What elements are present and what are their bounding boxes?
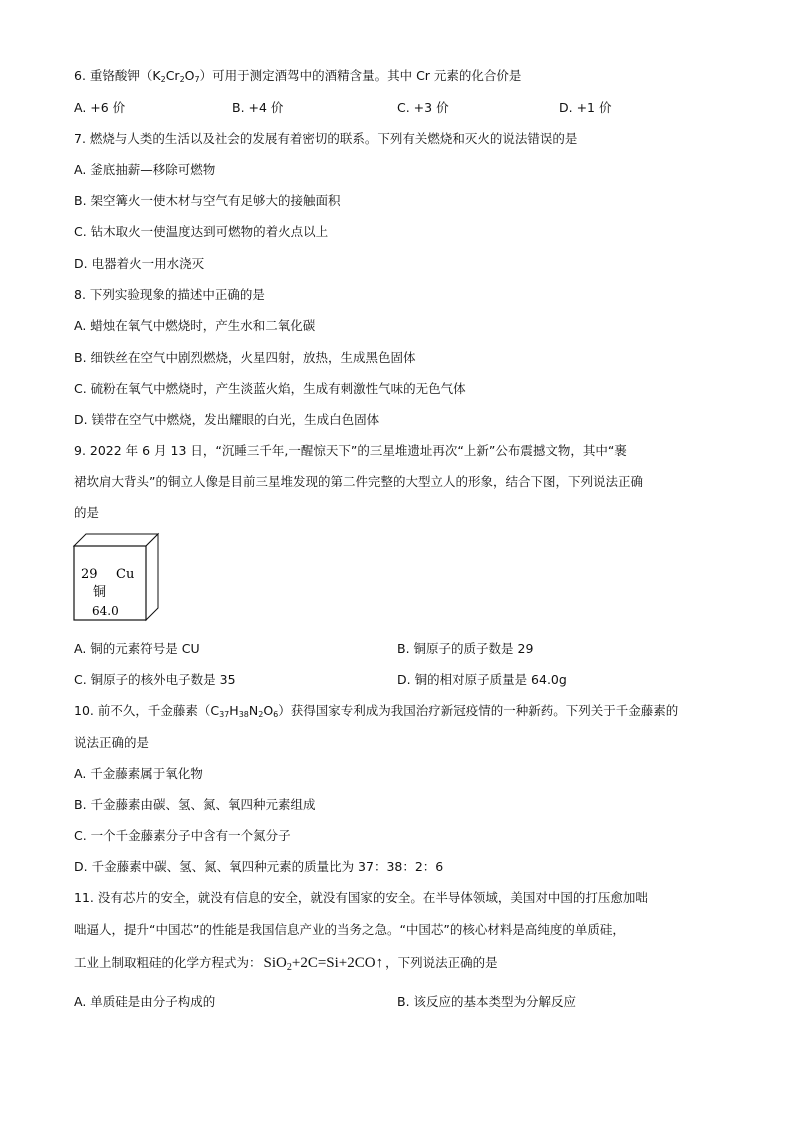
q6-option-d: D. +1 价 (559, 100, 612, 115)
q11-stem-line-2: 咄逼人，提升“中国芯”的性能是我国信息产业的当务之急。“中国芯”的核心材料是高纯度的单质硅， (74, 922, 625, 937)
q11-option-b: B. 该反应的基本类型为分解反应 (397, 994, 577, 1009)
q10-stem-o: O (263, 703, 274, 718)
q9-option-b: B. 铜原子的质子数是 29 (397, 641, 534, 656)
q10-stem-n: N (248, 703, 259, 718)
q10-option-d: D. 千金藤素中碳、氢、氮、氧四种元素的质量比为 37：38：2：6 (74, 859, 444, 874)
element-symbol: Cu (116, 567, 135, 582)
element-name: 铜 (93, 585, 107, 600)
q6-stem-mid: Cr (165, 68, 180, 83)
q10-stem-pre: 10. 前不久，千金藤素（C (74, 703, 220, 718)
q9-stem-line-3: 的是 (74, 505, 100, 520)
q10-stem-line-2: 说法正确的是 (74, 735, 150, 750)
q11-stem-line-3-pre: 工业上制取粗硅的化学方程式为： (74, 955, 262, 970)
q7-stem: 7. 燃烧与人类的生活以及社会的发展有着密切的联系。下列有关燃烧和灭火的说法错误的是 (74, 131, 578, 146)
q6-stem (74, 68, 521, 88)
q11-equation-a: SiO (263, 955, 287, 971)
q10-stem-h: H (229, 703, 239, 718)
q10-stem (74, 703, 678, 723)
q8-option-d: D. 镁带在空气中燃烧，发出耀眼的白光，生成白色固体 (74, 412, 380, 427)
q10-sub-2: 38 (238, 710, 249, 719)
q7-option-c: C. 钻木取火一使温度达到可燃物的着火点以上 (74, 224, 329, 239)
q6-option-c: C. +3 价 (397, 100, 449, 115)
q10-sub-1: 37 (219, 710, 230, 719)
element-atomic-number: 29 (81, 567, 98, 582)
cube-side-face (146, 534, 158, 620)
element-cube-figure (70, 530, 162, 624)
q8-stem: 8. 下列实验现象的描述中正确的是 (74, 287, 265, 302)
q10-sub-3: 2 (258, 710, 264, 719)
q8-option-a: A. 蜡烛在氧气中燃烧时，产生水和二氧化碳 (74, 318, 316, 333)
q7-option-b: B. 架空篝火一使木材与空气有足够大的接触面积 (74, 193, 341, 208)
q8-option-c: C. 硫粉在氧气中燃烧时，产生淡蓝火焰，生成有刺激性气味的无色气体 (74, 381, 466, 396)
q9-option-a: A. 铜的元素符号是 CU (74, 641, 200, 656)
q11-equation (264, 955, 384, 971)
q9-stem-line-2: 裙坎肩大背头”的铜立人像是目前三星堆发现的第二件完整的大型立人的形象，结合下图，下列说法正确 (74, 474, 643, 489)
q6-stem-o: O (184, 68, 195, 83)
element-atomic-mass: 64.0 (92, 604, 119, 618)
q6-stem-pre: 6. 重铬酸钾（K (74, 68, 161, 83)
q10-option-a: A. 千金藤素属于氧化物 (74, 766, 203, 781)
cube-top-face (74, 534, 158, 546)
q6-option-a: A. +6 价 (74, 100, 126, 115)
q6-sub-3: 7 (194, 75, 200, 84)
q11-option-a: A. 单质硅是由分子构成的 (74, 994, 216, 1009)
q8-option-b: B. 细铁丝在空气中剧烈燃烧，火星四射，放热，生成黑色固体 (74, 350, 416, 365)
q11-stem-line-3 (74, 955, 498, 976)
q7-option-d: D. 电器着火一用水浇灭 (74, 256, 205, 271)
q9-option-c: C. 铜原子的核外电子数是 35 (74, 672, 236, 687)
q11-equation-b: +2C=Si+2CO↑ (291, 955, 384, 971)
q10-option-b: B. 千金藤素由碳、氢、氮、氧四种元素组成 (74, 797, 316, 812)
q7-option-a: A. 釜底抽薪—移除可燃物 (74, 162, 216, 177)
q6-sub-2: 2 (179, 75, 185, 84)
q11-stem-line-1: 11. 没有芯片的安全，就没有信息的安全，就没有国家的安全。在半导体领域，美国对中国的打压愈加咄 (74, 890, 648, 905)
q10-stem-post: ）获得国家专利成为我国治疗新冠疫情的一种新药。下列关于千金藤素的 (278, 703, 679, 718)
q11-stem-line-3-post: ，下列说法正确的是 (385, 955, 498, 970)
q10-sub-4: 6 (273, 710, 279, 719)
q6-stem-post: ）可用于测定酒驾中的酒精含量。其中 Cr 元素的化合价是 (199, 68, 522, 83)
q6-option-b: B. +4 价 (232, 100, 284, 115)
q9-option-d: D. 铜的相对原子质量是 64.0g (397, 672, 567, 687)
q6-sub-1: 2 (160, 75, 166, 84)
q9-stem-line-1: 9. 2022 年 6 月 13 日，“沉睡三千年,一醒惊天下”的三星堆遗址再次“上新”公布震撼文物，其中“裹 (74, 443, 627, 458)
q10-option-c: C. 一个千金藤素分子中含有一个氮分子 (74, 828, 291, 843)
q11-equation-sub: 2 (286, 962, 292, 973)
